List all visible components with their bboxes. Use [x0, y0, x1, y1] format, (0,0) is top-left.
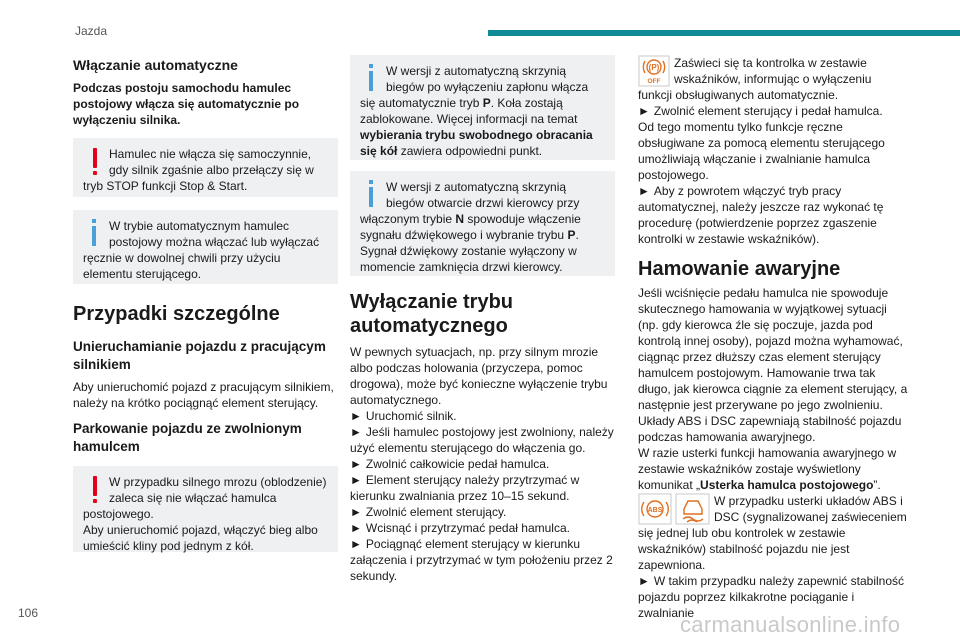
heading-emergency-braking: Hamowanie awaryjne	[638, 258, 841, 280]
info-text: W trybie automatycznym hamulec postojowy można włączać lub wyłączać ręcznie w dowolnej chwili przy użyciu elementu sterującego.	[83, 219, 320, 281]
info-box-manual	[73, 210, 338, 284]
page-number: 106	[18, 606, 39, 620]
lamp-label-off: OFF	[647, 78, 661, 85]
parking-brake-auto-off-warning-lamp-icon	[638, 55, 670, 87]
step-10: ► W takim przypadku należy zapewnić stabilność pojazdu poprzez kilkakrotne pociąganie i zwalnianie	[638, 574, 904, 620]
info-text-part: . Sygnał dźwiękowy zostanie wyłączony w momencie zamknięcia drzwi kierowcy.	[360, 228, 579, 274]
step-2: ► Jeśli hamulec postojowy jest zwolniony, należy użyć elementu sterującego do włączenia go.	[350, 425, 614, 455]
paragraph-emergency-1: Jeśli wciśnięcie pedału hamulca nie spowoduje skutecznego hamowania w wyjątkowej sytuacji (np. gdy kierowca źle się poczuje, jazda pod kontrolą innej osoby), pojazd można wyhamować, ciągnąc przez dłuższy czas element sterujący hamulcem postojowym. Hamowanie trwa tak długo, jak kierowca ciągnie za element sterujący, a następnie jest przerywane po jego zwolnieniu.	[638, 286, 908, 412]
info-box-driver-door	[350, 171, 615, 276]
info-text-part: W wersji z automatyczną skrzynią biegów po wyłączeniu zapłonu włącza się automatycznie tryb	[360, 64, 589, 110]
paragraph-emergency-3: W razie usterki funkcji hamowania awaryjnego w zestawie wskaźników zostaje wyświetlony komunikat „Usterka hamulca postojowego”.	[638, 446, 897, 492]
mode-p: P	[567, 228, 576, 242]
info-text-door	[360, 179, 605, 275]
mode-n: N	[455, 212, 465, 226]
warning-text-frost: W przypadku silnego mrozu (oblodzenie) zaleca się nie włączać hamulca postojowego.	[83, 475, 327, 521]
step-9: ► Aby z powrotem włączyć tryb pracy automatycznej, należy jeszcze raz wykonać tę procedurę (potwierdzenie poprzez zgaszenie kontrolki w zestawie wskaźników).	[638, 184, 884, 246]
warning-box-frost	[73, 466, 338, 552]
info-text-gearbox	[360, 63, 605, 159]
step-4: ► Element sterujący należy przytrzymać w kierunku zwalniania przez 10–15 sekund.	[350, 473, 580, 503]
info-text-part: spowoduje włączenie sygnału dźwiękowego i wybranie trybu	[360, 212, 581, 242]
paragraph-emergency-2: Układy ABS i DSC zapewniają stabilność pojazdu podczas hamowania awaryjnego.	[638, 414, 902, 444]
info-icon	[360, 179, 386, 211]
info-text-part: zawiera odpowiedni punkt.	[397, 144, 543, 158]
watermark: carmanualsonline.info	[680, 612, 901, 637]
info-icon	[360, 63, 386, 95]
lamp-label-p: (P)	[648, 63, 660, 72]
paragraph-disable-auto: W pewnych sytuacjach, np. przy silnym mrozie albo podczas holowania (przyczepa, pomoc drogowa), może być konieczne wyłączenie trybu automatycznego.	[350, 345, 608, 407]
heading-automatic-engage: Włączanie automatyczne	[73, 57, 238, 73]
info-icon	[83, 218, 109, 250]
warning-box-stop-start	[73, 138, 338, 197]
heading-disable-auto: Wyłączanie trybu automatycznego	[350, 291, 514, 337]
info-text-part: W wersji z automatyczną skrzynią biegów otwarcie drzwi kierowcy przy włączonym trybie	[360, 180, 580, 226]
info-text-bold: wybierania trybu swobodnego obracania się kół	[360, 128, 593, 158]
paragraph-manual-only: Od tego momentu tylko funkcje ręczne obsługiwane za pomocą elementu sterującego umożliwiają włączanie i zwalnianie hamulca postojowego.	[638, 120, 885, 182]
warning-icon	[83, 146, 109, 178]
paragraph-immobilize: Aby unieruchomić pojazd z pracującym silnikiem, należy na krótko pociągnąć element sterujący.	[73, 380, 334, 410]
step-7: ► Pociągnąć element sterujący w kierunku załączenia i przytrzymać w tym położeniu przez 2 sekundy.	[350, 537, 613, 583]
abs-dsc-warning-lamps-icon	[638, 493, 710, 525]
info-box-auto-gearbox	[350, 55, 615, 160]
column-2	[350, 55, 615, 584]
column-3	[638, 55, 908, 621]
step-6: ► Wcisnąć i przytrzymać pedał hamulca.	[350, 521, 570, 535]
section-title: Jazda	[75, 24, 108, 38]
step-8: ► Zwolnić element sterujący i pedał hamulca.	[638, 104, 883, 118]
heading-parking-released: Parkowanie pojazdu ze zwolnionym hamulcem	[73, 421, 302, 454]
header-accent-bar	[488, 30, 960, 36]
warning-text: Hamulec nie włącza się samoczynnie, gdy silnik zgaśnie albo przełączy się w tryb STOP funkcji Stop & Start.	[83, 147, 314, 193]
heading-special-cases: Przypadki szczególne	[73, 303, 280, 325]
paragraph-lamp: Zaświeci się ta kontrolka w zestawie wskaźników, informując o wyłączeniu funkcji obsługiwanych automatycznie.	[638, 56, 872, 102]
mode-p: P	[482, 96, 491, 110]
heading-immobilize: Unieruchamianie pojazdu z pracującym silnikiem	[73, 339, 326, 372]
step-5: ► Zwolnić element sterujący.	[350, 505, 507, 519]
message-parking-brake-fault: Usterka hamulca postojowego	[700, 478, 874, 492]
lamp-label-abs: ABS	[647, 507, 663, 514]
info-text-part: . Koła zostają zablokowane. Więcej informacji na temat	[360, 96, 578, 126]
lead-paragraph: Podczas postoju samochodu hamulec postojowy włącza się automatycznie po wyłączeniu silnika.	[73, 81, 300, 127]
warning-icon	[83, 474, 109, 506]
step-3: ► Zwolnić całkowicie pedał hamulca.	[350, 457, 550, 471]
warning-text-wedges: Aby unieruchomić pojazd, włączyć bieg albo umieścić kliny pod jednym z kół.	[83, 523, 318, 553]
column-1	[73, 55, 338, 552]
step-1: ► Uruchomić silnik.	[350, 409, 457, 423]
paragraph-abs-dsc: W przypadku usterki układów ABS i DSC (sygnalizowanej zaświeceniem się jednej lub obu kontrolek w zestawie wskaźników) stabilność pojazdu nie jest zapewniona.	[638, 494, 907, 572]
